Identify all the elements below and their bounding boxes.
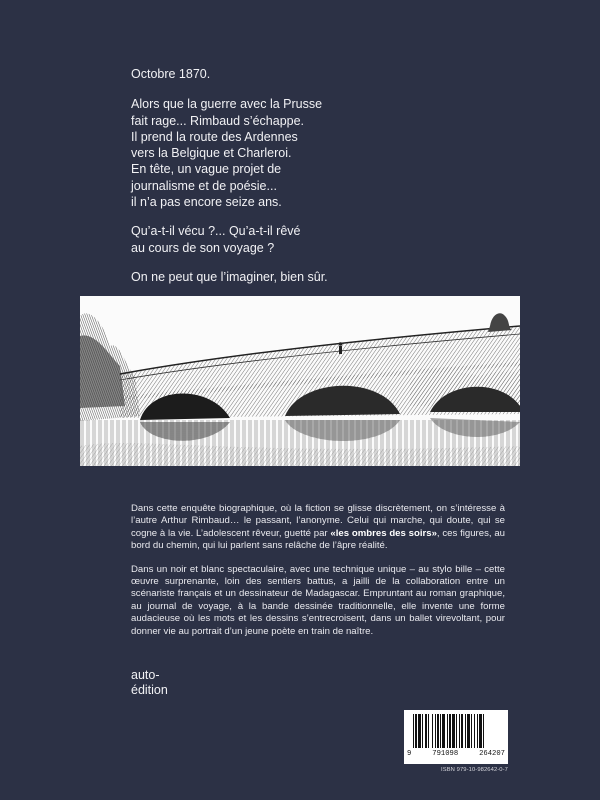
barcode-bar: [452, 714, 455, 748]
barcode-bar: [447, 714, 448, 748]
intro-line: Qu’a-t-il vécu ?... Qu’a-t-il rêvé: [131, 224, 301, 239]
barcode-digits-right: 264207: [479, 750, 505, 758]
barcode-bar: [422, 714, 423, 748]
intro-paragraph-1: [131, 96, 391, 210]
barcode-bar: [428, 714, 429, 748]
intro-paragraph-2: [131, 223, 391, 256]
intro-line: au cours de son voyage ?: [131, 240, 275, 255]
publisher-line-2: édition: [131, 683, 168, 697]
barcode-bar: [483, 714, 484, 748]
intro-line: il n’a pas encore seize ans.: [131, 195, 282, 210]
bridge-drawing: [80, 296, 520, 466]
intro-line: En tête, un vague projet de: [131, 162, 282, 177]
isbn-number: ISBN 979-10-982642-0-7: [441, 767, 508, 773]
emphasized-quote: «les ombres des soirs»: [330, 527, 437, 539]
intro-line: Alors que la guerre avec la Prusse: [131, 97, 323, 112]
intro-line: fait rage... Rimbaud s’échappe.: [131, 113, 305, 128]
intro-line: journalisme et de poésie...: [131, 178, 277, 193]
barcode-bar: [442, 714, 445, 748]
barcode-bar: [465, 714, 466, 748]
intro-line: vers la Belgique et Charleroi.: [131, 146, 292, 161]
description-text: Dans cette enquête biographique, où la fiction se glisse discrètement, on s’intéresse à l’autre Arthur Rimbaud… le passant, l’anonyme. Celui qui marche, qui doute, qui se cogne à la vie. L’adolescent rêveur, guetté par: [131, 503, 505, 539]
publisher-label: [131, 668, 168, 698]
publisher-line-1: auto-: [131, 668, 160, 682]
barcode-bar: [449, 714, 451, 748]
bridge-illustration: [80, 296, 520, 466]
barcode-bar: [459, 714, 460, 748]
barcode-bar: [479, 714, 482, 748]
intro-text: [131, 66, 391, 298]
description-paragraph-2: Dans un noir et blanc spectaculaire, avec une technique unique – au stylo bille – cette œuvre surprenante, loin des sentiers battus, a jailli de la collaboration entre un scénariste français et un dessinateur de Madagascar. Empruntant au roman graphique, au journal de voyage, à la bande dessinée traditionnelle, elle invente une forme audacieuse où les mots et les dessins s’entrecroisent, dans un ballet virevoltant, pour donner vie au portrait d’un jeune poète en train de naître.: [131, 563, 505, 637]
intro-paragraph-3: On ne peut que l’imaginer, bien sûr.: [131, 269, 328, 284]
barcode-bar: [418, 714, 421, 748]
barcode-digits: [404, 750, 508, 758]
barcode-bars: [404, 710, 508, 752]
barcode-bar: [413, 714, 414, 748]
barcode-bar: [474, 714, 475, 748]
barcode-bar: [415, 714, 417, 748]
barcode-bar: [425, 714, 427, 748]
barcode-bar: [440, 714, 441, 748]
barcode-bar: [437, 714, 439, 748]
barcode-bar: [471, 714, 472, 748]
barcode-bar: [467, 714, 470, 748]
barcode-bar: [461, 714, 463, 748]
barcode-bar: [456, 714, 457, 748]
barcode: [404, 710, 508, 764]
back-cover-description: [131, 503, 505, 649]
barcode-bar: [435, 714, 436, 748]
barcode-bar: [432, 714, 433, 748]
barcode-digit-lead: 9: [407, 750, 412, 758]
description-paragraph-1: [131, 503, 505, 553]
date-line: Octobre 1870.: [131, 67, 211, 81]
intro-line: Il prend la route des Ardennes: [131, 129, 298, 144]
barcode-bar: [477, 714, 478, 748]
barcode-digits-left: 791098: [432, 750, 459, 758]
description-text: , ces figures, au bord du chemin, qui lui parlent sans relâche de l’âpre réalité.: [131, 527, 506, 552]
